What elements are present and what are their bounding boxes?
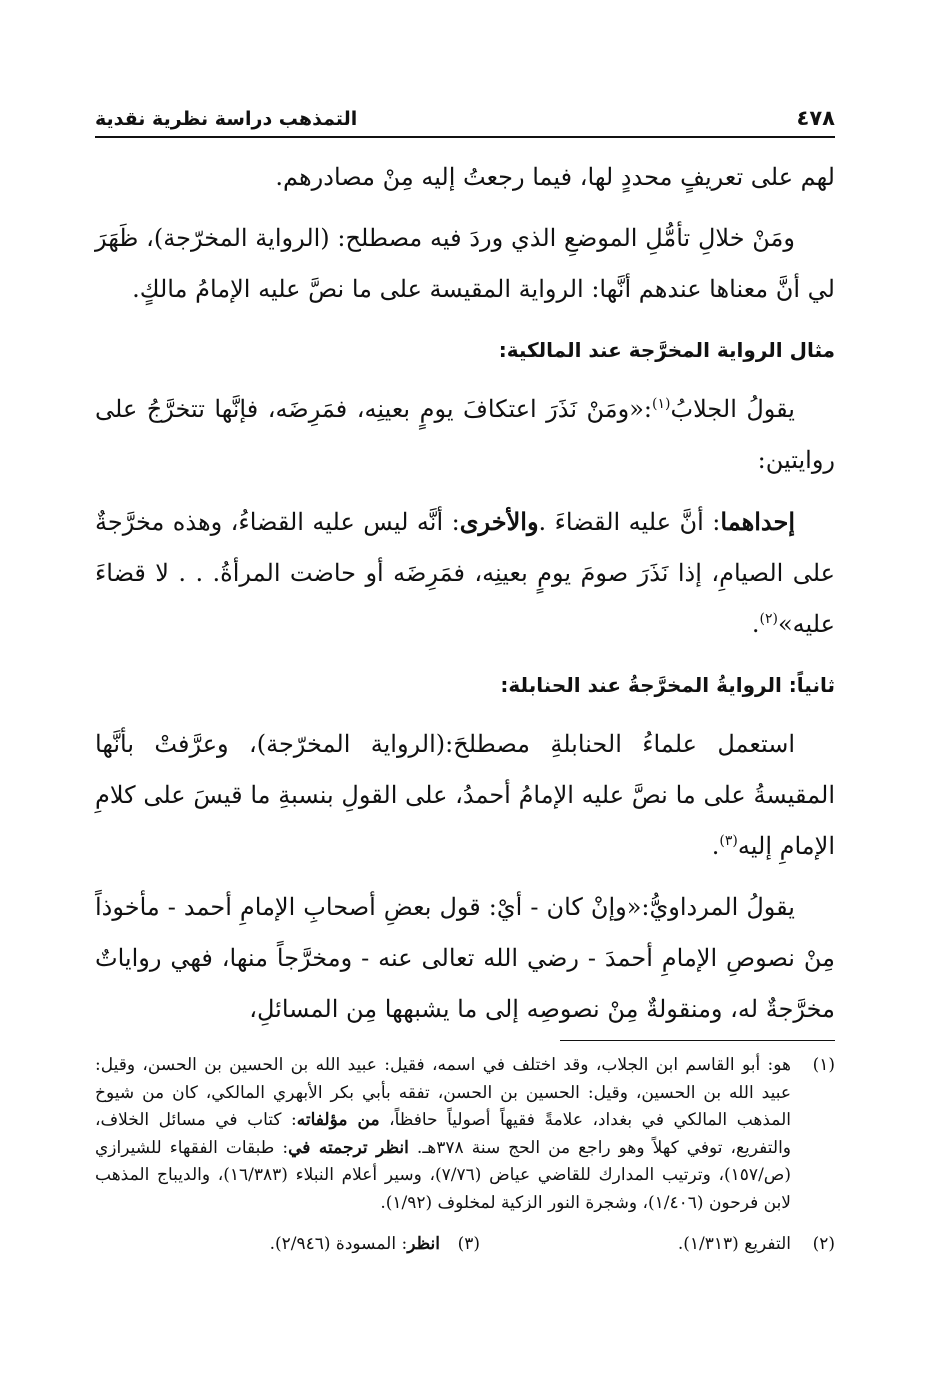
- paragraph-3: [95, 384, 835, 486]
- paragraph-3-quote: :«ومَنْ نَذَرَ اعتكافَ يومٍ بعينِه، فمَرِضَه، فإنَّها تتخرَّجُ على روايتين:: [95, 395, 835, 474]
- paragraph-5: [95, 719, 835, 872]
- section-heading-hanbali: ثانياً: الروايةُ المخرَّجةُ عند الحنابلة:: [500, 673, 835, 697]
- paragraph-4: [95, 496, 835, 650]
- paragraph-4-end: .: [751, 610, 760, 638]
- first-narration-label: إحداهما: [720, 507, 795, 536]
- footnote-ref-1: (١): [652, 396, 671, 412]
- page-number: ٤٧٨: [796, 106, 835, 130]
- footnote-1-see-label: انظر ترجمته في: [288, 1137, 409, 1158]
- footnote-3-see-label: انظر: [407, 1234, 440, 1254]
- paragraph-1: لهم على تعريفٍ محددٍ لها، فيما رجعتُ إليه مِنْ مصادرهم.: [275, 163, 835, 191]
- footnote-separator: [560, 1040, 835, 1041]
- footnote-2-number: (٢): [812, 1234, 835, 1254]
- footnote-1-works-label: من مؤلفاته: [296, 1110, 380, 1130]
- footnote-ref-3: (٣): [719, 833, 738, 849]
- paragraph-4-part-b: : أنَّه ليس عليه القضاءُ، وهذه مخرَّجةٌ على الصيامِ، إذا نَذَرَ صومَ يومٍ بعينِه، فمَرِضَه أو حاضت المرأةُ. . . لا قضاءَ عليه»: [95, 508, 835, 638]
- footnote-3-text: : المسودة (٢/٩٤٦).: [269, 1234, 408, 1254]
- footnote-1: [95, 1052, 835, 1217]
- footnote-1-number: (١): [812, 1055, 835, 1075]
- footnote-3: [270, 1231, 480, 1259]
- footnote-2-text: التفريع (١/٣١٣).: [677, 1234, 791, 1254]
- footnote-row-2-3: [95, 1231, 835, 1259]
- section-heading-maliki: مثال الرواية المخرَّجة عند المالكية:: [498, 338, 835, 362]
- footnote-ref-2: (٢): [759, 611, 778, 627]
- footnote-1-part-c: : طبقات الفقهاء للشيرازي (ص/١٥٧)، وترتيب المدارك للقاضي عياض (٧/٧٦)، وسير أعلام النبلاء (١٦/٣٨٣)، والديباج المذهب لابن فرحون (١/٤٠٦)، وشجرة النور الزكية لمخلوف (١/٩٢).: [95, 1137, 791, 1213]
- paragraph-6: يقولُ المرداويُّ:«وإنْ كان - أيْ: قول بعضِ أصحابِ الإمامِ أحمد - مأخوذاً مِنْ نصوصِ الإمامِ أحمدَ - رضي الله تعالى عنه - ومخرَّجاً منها، فهي رواياتٌ مخرَّجةٌ له، ومنقولةٌ مِنْ نصوصِه إلى ما يشبهها مِن المسائلِ،: [95, 893, 835, 1023]
- footnote-1-part-b: : كتاب في مسائل الخلاف، والتفريع، توفي كهلاً وهو راجع من الحج سنة ٣٧٨هـ.: [95, 1110, 792, 1158]
- footnotes: [95, 1052, 835, 1259]
- paragraph-5-end: .: [711, 832, 720, 860]
- main-text: [95, 152, 835, 1045]
- running-header: [95, 100, 835, 138]
- paragraph-5-text: استعمل علماءُ الحنابلةِ مصطلحَ:(الرواية المخرّجة)، وعرَّفتْ بأنَّها المقيسةُ على ما نصَّ عليه الإمامُ أحمدُ، على القولِ بنسبةِ ما قيسَ على كلامِ الإمامِ إليه: [95, 730, 835, 860]
- paragraph-4-part-a: : أنَّ عليه القضاءَ .: [538, 508, 721, 536]
- footnote-2: [678, 1231, 835, 1259]
- second-narration-label: والأخرى: [459, 507, 539, 536]
- paragraph-3-lead: يقولُ الجلابُ: [670, 395, 795, 423]
- footnote-1-part-a: هو: أبو القاسم ابن الجلاب، وقد اختلف في اسمه، فقيل: عبيد الله بن الحسين بن الحسن، وقيل: عبيد الله بن الحسين، وقيل: الحسين بن الحسن، تفقه بأبي بكر الأبهري المالكي، كان من شيوخ المذهب المالكي في بغداد، علامةً فقيهاً أصولياً حافظاً،: [95, 1055, 792, 1130]
- footnote-3-number: (٣): [457, 1234, 480, 1254]
- running-title: التمذهب دراسة نظرية نقدية: [95, 108, 358, 130]
- paragraph-2: ومَنْ خلالِ تأمُّلِ الموضعِ الذي وردَ فيه مصطلح: (الرواية المخرّجة)، ظَهَرَ لي أنَّ معناها عندهم أنَّها: الرواية المقيسة على ما نصَّ عليه الإمامُ مالكٍ.: [95, 224, 835, 303]
